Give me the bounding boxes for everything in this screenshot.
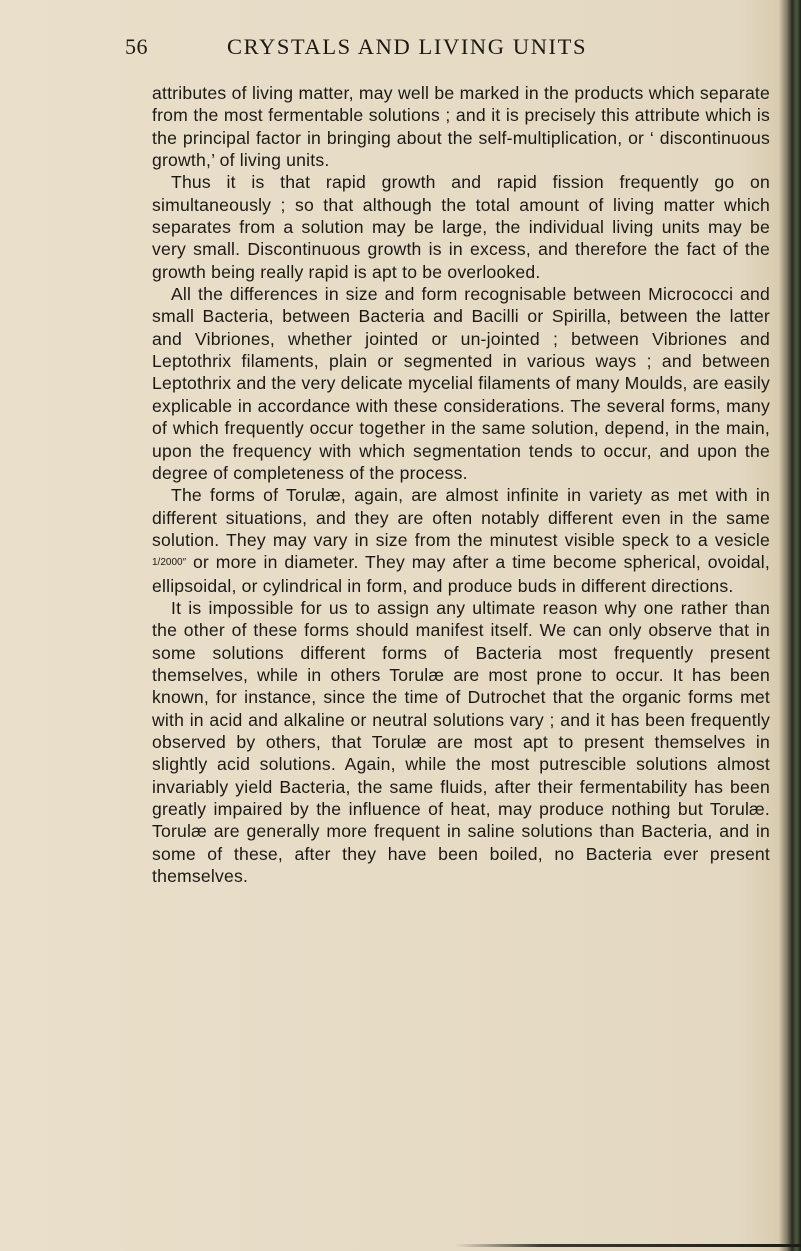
page-bottom-edge bbox=[455, 1244, 801, 1247]
page-header bbox=[125, 34, 665, 68]
paragraph: Thus it is that rapid growth and rapid fission frequently go on simultaneously ; so that although the total amount of living matter which separates from a solution may be large, the individual living units may be very small. Discontinuous growth is in excess, and therefore the fact of the growth being really rapid is apt to be overlooked. bbox=[152, 172, 770, 282]
fraction: 1/2000″ bbox=[152, 557, 187, 569]
paragraph: It is impossible for us to assign any ultimate reason why one rather than the other of these forms should manifest itself. We can only observe that in some solutions different forms of Bacteria most frequently present themselves, while in others Torulæ are most prone to occur. It has been known, for instance, since the time of Dutrochet that the organic forms met with in acid and alkaline or neutral solutions vary ; and it has been frequently observed by others, that Torulæ are most apt to present themselves in slightly acid solutions. Again, while the most putrescible solutions almost invariably yield Bacteria, the same fluids, after their fermentability has been greatly impaired by the influence of heat, may produce nothing but Torulæ. Torulæ are generally more frequent in saline solutions than Bacteria, and in some of these, after they have been boiled, no Bacteria ever present themselves. bbox=[152, 597, 770, 887]
running-head: CRYSTALS AND LIVING UNITS bbox=[227, 34, 588, 59]
paragraph-text: or more in diameter. They may after a time become spherical, ovoidal, ellipsoidal, or cylindrical in form, and produce buds in different directions. bbox=[152, 552, 770, 596]
page-number: 56 bbox=[125, 34, 148, 59]
paragraph: All the differences in size and form recognisable between Micrococci and small Bacteria, between Bacteria and Bacilli or Spirilla, between the latter and Vibriones, whether jointed or un-jointed ; between Vibriones and Leptothrix filaments, plain or segmented in various ways ; and between Leptothrix and the very delicate mycelial filaments of many Moulds, are easily explicable in accordance with these considerations. The several forms, many of which frequently occur together in the same solution, depend, in the main, upon the frequency with which segmentation tends to occur, and upon the degree of completeness of the process. bbox=[152, 284, 770, 483]
body-text bbox=[152, 82, 770, 887]
book-spine-edge bbox=[779, 0, 801, 1251]
paragraph bbox=[152, 484, 770, 597]
paragraph: attributes of living matter, may well be marked in the products which separate from the most fermentable solutions ; and it is precisely this attribute which is the principal factor in bringing about the self-multiplication, or ‘ discontinuous growth,’ of living units. bbox=[152, 83, 770, 171]
paragraph-text: The forms of Torulæ, again, are almost infinite in variety as met with in different situations, and they are often notably different even in the same solution. They may vary in size from the minutest visible speck to a vesicle bbox=[152, 485, 770, 550]
